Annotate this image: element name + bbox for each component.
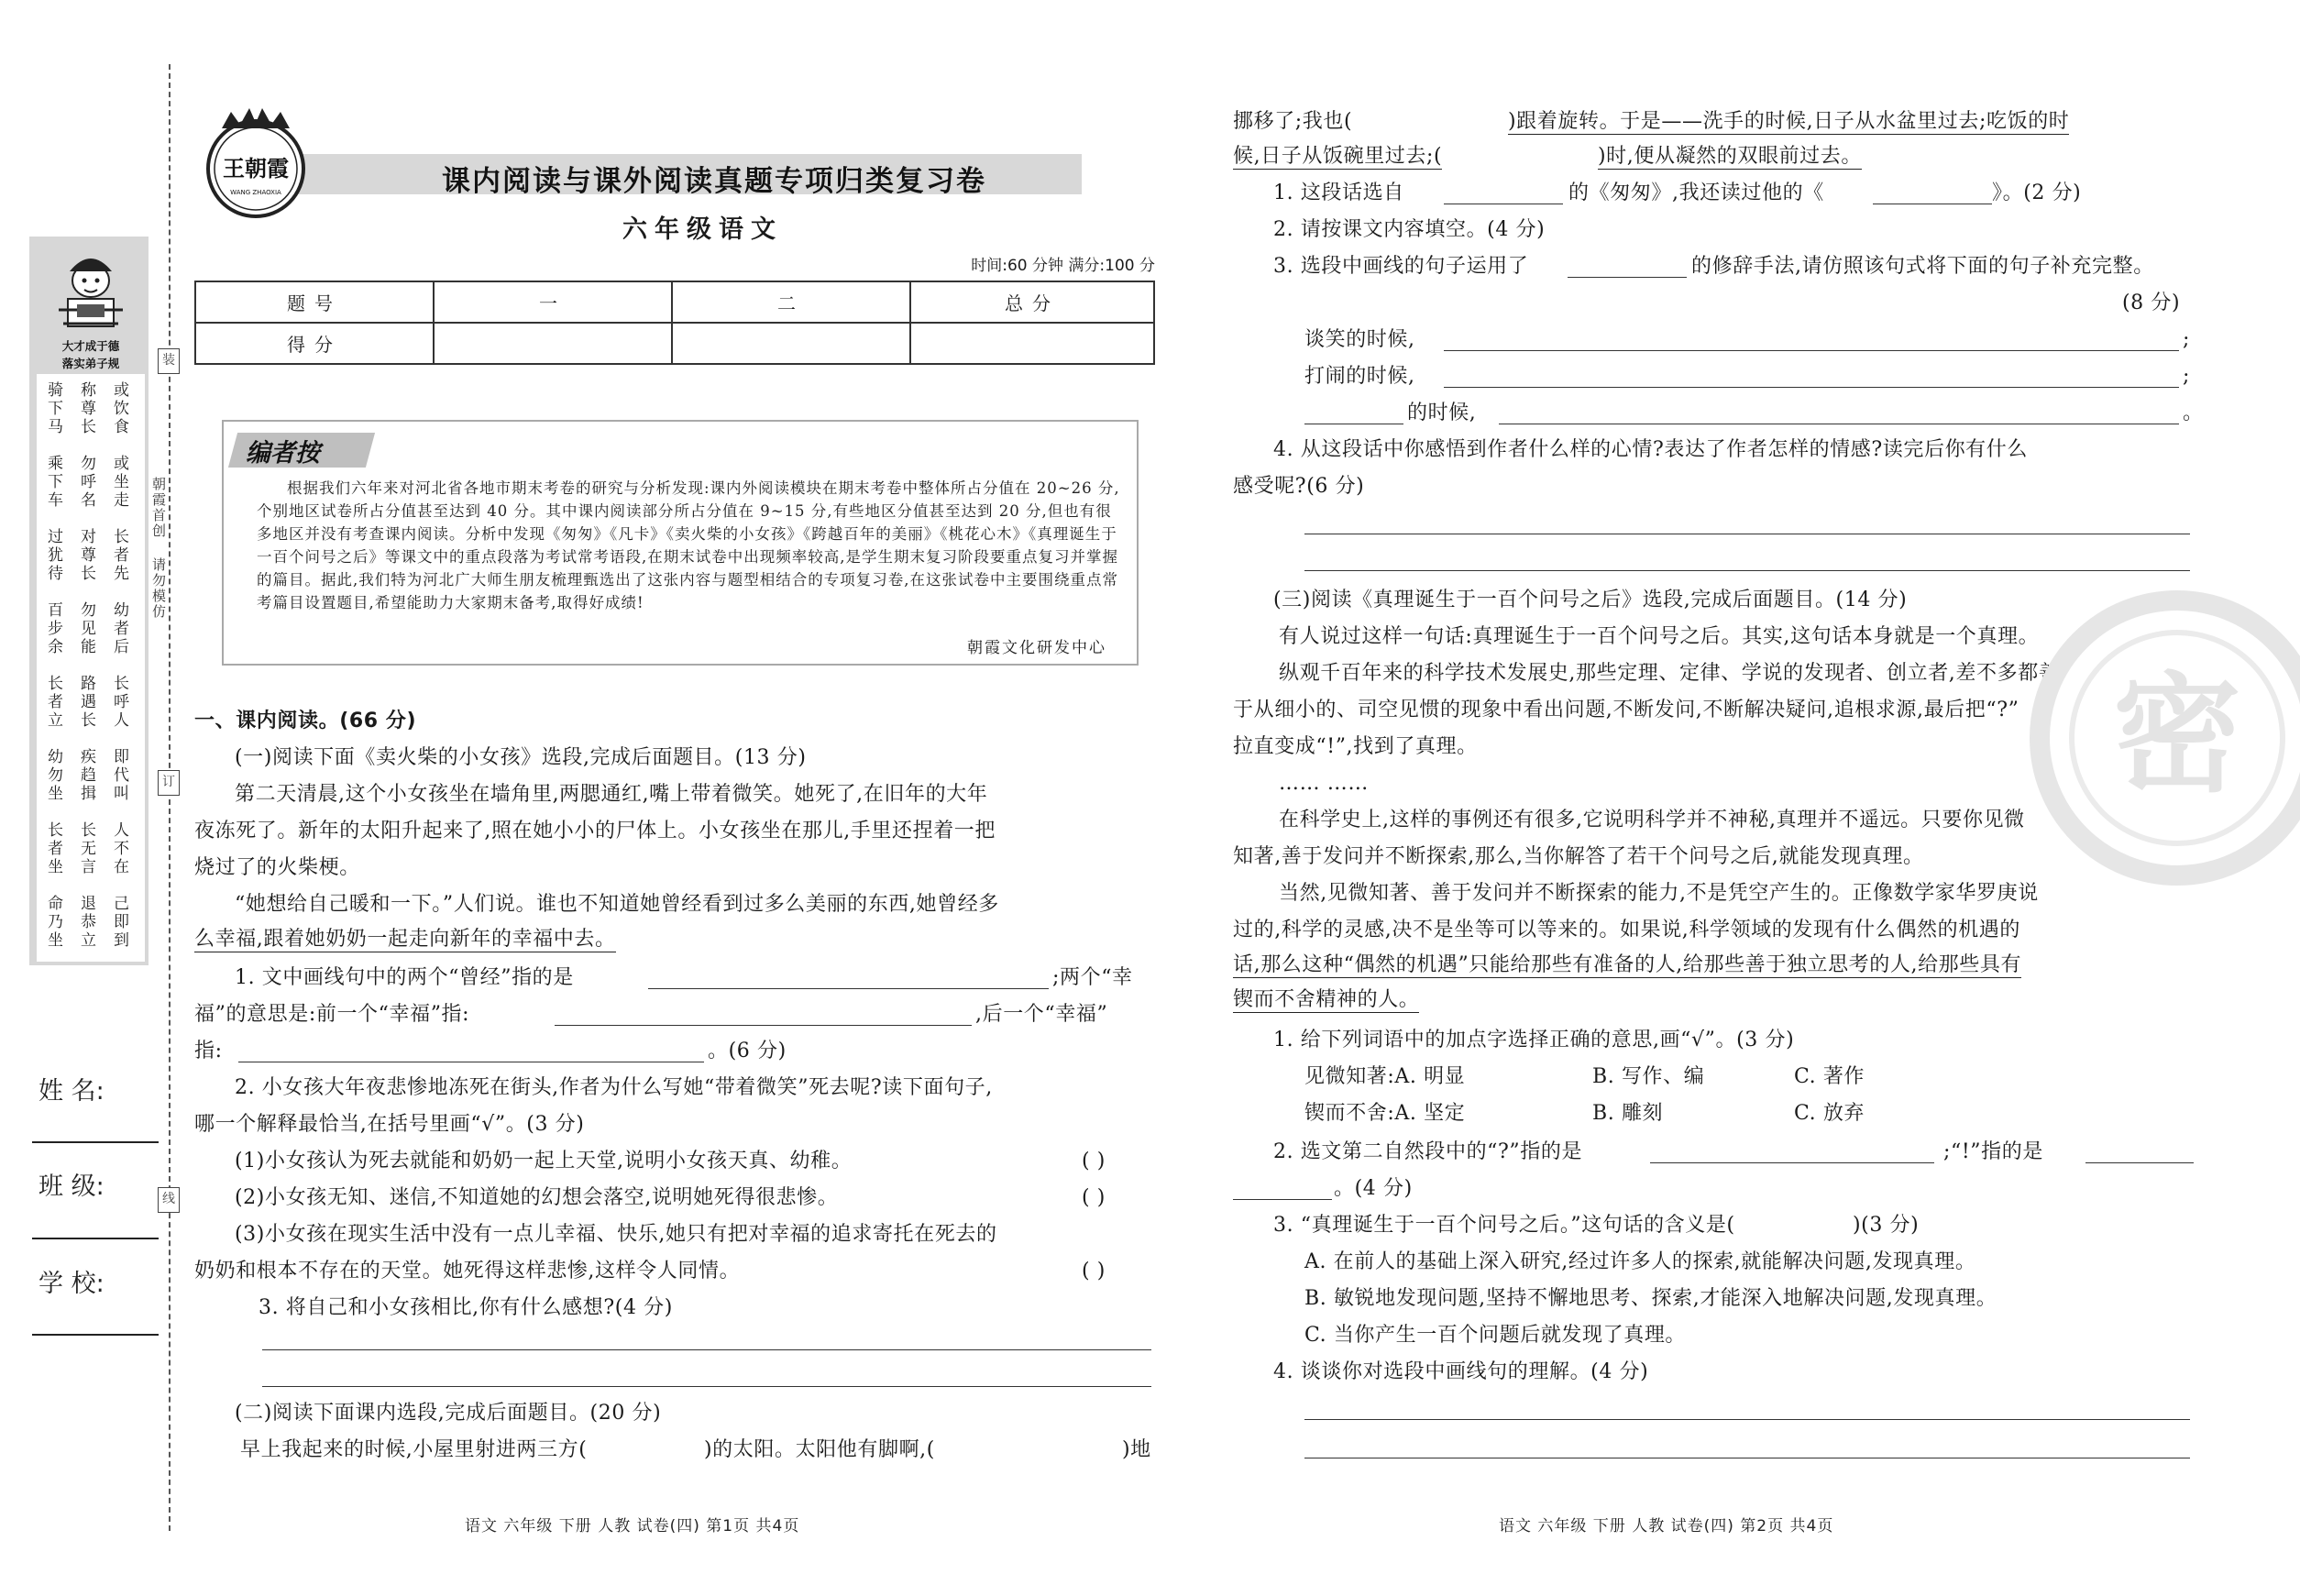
school-label: 学 校: bbox=[39, 1270, 105, 1298]
option-text: (2)小女孩无知、迷信,不知道她的幻想会落空,说明她死得很悲惨。 bbox=[235, 1186, 839, 1209]
answer-line[interactable] bbox=[1304, 1419, 2190, 1420]
passage-text: 烧过了的火柴梗。 bbox=[194, 856, 360, 879]
option-text[interactable]: A. 在前人的基础上深入研究,经过许多人的探索,就能解决问题,发现真理。 bbox=[1304, 1250, 1976, 1273]
question-text: 。(4 分) bbox=[1334, 1177, 1413, 1200]
question-score: (8 分) bbox=[2122, 292, 2181, 314]
question-text: 4. 谈谈你对选段中画线句的理解。(4 分) bbox=[1273, 1360, 1649, 1383]
motto-column: 骑下马 bbox=[48, 381, 63, 436]
binding-margin bbox=[0, 0, 174, 1596]
option-text: (3)小女孩在现实生活中没有一点儿幸福、快乐,她只有把对幸福的追求寄托在死去的 bbox=[235, 1223, 997, 1246]
question-text: 1. 这段话选自 bbox=[1273, 182, 1404, 204]
editor-note-text: 根据我们六年来对河北省各地市期末考卷的研究与分析发现:课内外阅读模块在期末考卷中整体所占分值在 20~26 分,个别地区试卷所占分值甚至达到 40 分。其中课内阅读部分所占分值在 9~15 分,有些地区分值甚至达到 20 分,但也有很多地区并没有考查课内阅读。分析中发现《匆匆》《凡卡》《卖火柴的小女孩》《跨越百年的美丽》《桃花心木》《真理诞生于一百个问号之后》等课文中的重点段落为考试常考语段,在期末试卷中出现频率较高,是学生期末复习阶段要重点复习并掌握的篇目。据此,我们特为河北广大师生朋友梳理甄选出了这张内容与题型相结合的专项复习卷,在这张试卷中主要围绕重点常考篇目设置题目,希望能助力大家期末备考,取得好成绩! bbox=[257, 479, 1120, 611]
cut-mark: 线 bbox=[158, 1187, 180, 1213]
motto-column: 即代叫 bbox=[114, 748, 129, 803]
motto-column: 对尊长 bbox=[81, 528, 96, 583]
page-subtitle: 六年级语文 bbox=[622, 215, 783, 244]
question-text: ;“!”指的是 bbox=[1943, 1140, 2043, 1163]
question-text: 。(6 分) bbox=[708, 1040, 787, 1062]
motto-column: 人不在 bbox=[114, 821, 129, 876]
question-text: 3. “真理诞生于一百个问号之后。”这句话的含义是( bbox=[1273, 1214, 1735, 1237]
score-cell[interactable] bbox=[434, 323, 672, 364]
section-heading: 一、课内阅读。(66 分) bbox=[194, 710, 417, 732]
motto-column: 长者先 bbox=[114, 528, 129, 583]
option-text[interactable]: C. 当你产生一百个问题后就发现了真理。 bbox=[1304, 1324, 1687, 1347]
question-text: 福”的意思是:前一个“幸福”指: bbox=[194, 1003, 470, 1026]
exam-time-score: 时间:60 分钟 满分:100 分 bbox=[971, 257, 1155, 275]
option-text[interactable]: 锲而不舍:A. 坚定 bbox=[1304, 1102, 1466, 1125]
question-text: 指: bbox=[194, 1040, 223, 1062]
svg-text:WANG ZHAOXIA: WANG ZHAOXIA bbox=[230, 189, 281, 196]
answer-blank[interactable] bbox=[1444, 387, 2179, 388]
score-table bbox=[194, 281, 1155, 365]
question-text: 》。(2 分) bbox=[1992, 182, 2082, 204]
option-text[interactable]: C. 放弃 bbox=[1794, 1102, 1865, 1125]
answer-blank[interactable] bbox=[1444, 350, 2179, 351]
answer-blank[interactable] bbox=[1568, 277, 1687, 278]
binding-cut-line bbox=[169, 64, 171, 1531]
motto-column: 己即到 bbox=[114, 895, 129, 950]
motto-column: 或坐走 bbox=[114, 455, 129, 510]
motto-column: 长无言 bbox=[81, 821, 96, 876]
question-text: )(3 分) bbox=[1853, 1214, 1920, 1237]
scholar-mascot-icon bbox=[50, 246, 132, 337]
motto-column: 长者坐 bbox=[48, 821, 63, 876]
cut-mark: 装 bbox=[158, 348, 180, 374]
answer-blank[interactable] bbox=[555, 1025, 972, 1026]
passage-heading: (一)阅读下面《卖火柴的小女孩》选段,完成后面题目。(13 分) bbox=[235, 746, 807, 769]
question-text: 2. 请按课文内容填空。(4 分) bbox=[1273, 218, 1546, 241]
copyright-vertical-text: 朝霞首创 请勿模仿 bbox=[150, 477, 167, 620]
passage-text: )地 bbox=[1122, 1438, 1151, 1461]
table-row-label: 得分 bbox=[195, 323, 434, 364]
punctuation: ; bbox=[2183, 365, 2191, 388]
passage-underlined-text: 锲而不舍精神的人。 bbox=[1233, 988, 1420, 1011]
option-text[interactable]: 见微知著:A. 明显 bbox=[1304, 1065, 1466, 1088]
question-text: 谈笑的时候, bbox=[1304, 328, 1415, 351]
answer-parenthesis[interactable]: ( ) bbox=[1082, 1260, 1106, 1282]
passage-text: 过的,科学的灵感,决不是坐等可以等来的。如果说,科学领域的发现有什么偶然的机遇的 bbox=[1233, 919, 2020, 941]
confidential-seal-icon bbox=[2026, 587, 2300, 889]
motto-column: 勿呼名 bbox=[81, 455, 96, 510]
table-header-cell: 二 bbox=[672, 281, 910, 323]
svg-text:密: 密 bbox=[2112, 661, 2242, 810]
motto-column: 或饮食 bbox=[114, 381, 129, 436]
answer-line[interactable] bbox=[262, 1386, 1151, 1387]
score-cell[interactable] bbox=[910, 323, 1154, 364]
question-text: 1. 文中画线句中的两个“曾经”指的是 bbox=[235, 966, 574, 989]
motto-column: 长呼人 bbox=[114, 675, 129, 730]
option-text[interactable]: B. 雕刻 bbox=[1592, 1102, 1664, 1125]
cut-mark: 订 bbox=[158, 770, 180, 796]
answer-line[interactable] bbox=[262, 1349, 1151, 1350]
passage-heading: (二)阅读下面课内选段,完成后面题目。(20 分) bbox=[235, 1402, 662, 1425]
school-field[interactable] bbox=[32, 1334, 159, 1336]
score-table-header-row bbox=[195, 281, 1154, 323]
motto-column: 乘下车 bbox=[48, 455, 63, 510]
passage-text: )的太阳。太阳他有脚啊,( bbox=[704, 1438, 935, 1461]
question-text: 2. 小女孩大年夜悲惨地冻死在街头,作者为什么写她“带着微笑”死去呢?读下面句子, bbox=[235, 1076, 993, 1099]
passage-text: 在科学史上,这样的事例还有很多,它说明科学并不神秘,真理并不遥远。只要你见微 bbox=[1279, 809, 2025, 831]
class-label: 班 级: bbox=[39, 1172, 105, 1201]
class-field[interactable] bbox=[32, 1238, 159, 1239]
answer-parenthesis[interactable]: ( ) bbox=[1082, 1150, 1106, 1172]
answer-parenthesis[interactable]: ( ) bbox=[1082, 1186, 1106, 1209]
question-text: 感受呢?(6 分) bbox=[1233, 475, 1365, 498]
passage-text: 夜冻死了。新年的太阳升起来了,照在她小小的尸体上。小女孩坐在那儿,手里还捏着一把 bbox=[194, 820, 996, 842]
answer-line[interactable] bbox=[1304, 570, 2190, 571]
passage-text: 早上我起来的时候,小屋里射进两三方( bbox=[240, 1438, 588, 1461]
name-field[interactable] bbox=[32, 1141, 159, 1143]
question-text: 的修辞手法,请仿照该句式将下面的句子补充完整。 bbox=[1691, 255, 2154, 278]
question-text: 的时候, bbox=[1407, 402, 1477, 424]
passage-text: 挪移了;我也( bbox=[1233, 110, 1353, 133]
question-text: 1. 给下列词语中的加点字选择正确的意思,画“√”。(3 分) bbox=[1273, 1029, 1795, 1051]
passage-heading: (三)阅读《真理诞生于一百个问号之后》选段,完成后面题目。(14 分) bbox=[1273, 589, 1908, 611]
motto-panel bbox=[29, 237, 149, 965]
page-footer: 语文 六年级 下册 人教 试卷(四) 第2页 共4页 bbox=[1499, 1517, 1834, 1535]
option-text: 奶奶和根本不存在的天堂。她死得这样悲惨,这样令人同情。 bbox=[194, 1260, 741, 1282]
passage-text: 拉直变成“!”,找到了真理。 bbox=[1233, 735, 1478, 758]
option-text[interactable]: B. 写作、编 bbox=[1592, 1065, 1705, 1088]
passage-text: …… …… bbox=[1279, 772, 1369, 795]
svg-text:王朝霞: 王朝霞 bbox=[223, 155, 289, 182]
question-text: 4. 从这段话中你感悟到作者什么样的心情?表达了作者怎样的情感?读完后你有什么 bbox=[1273, 438, 2028, 461]
motto-column: 称尊长 bbox=[81, 381, 96, 436]
question-text: 3. 将自己和小女孩相比,你有什么感想?(4 分) bbox=[259, 1296, 673, 1319]
brand-logo-icon bbox=[194, 103, 318, 226]
passage-underlined-text: 么幸福,跟着她奶奶一起走向新年的幸福中去。 bbox=[194, 928, 616, 951]
passage-text: 有人说过这样一句话:真理诞生于一百个问号之后。其实,这句话本身就是一个真理。 bbox=[1279, 625, 2040, 648]
passage-underlined-text: 话,那么这种“偶然的机遇”只能给那些有准备的人,给那些善于独立思考的人,给那些具有 bbox=[1233, 953, 2022, 976]
name-label: 姓 名: bbox=[39, 1077, 105, 1106]
question-text: ;两个“幸 bbox=[1052, 966, 1133, 989]
motto-column: 疾趋揖 bbox=[81, 748, 96, 803]
motto-column: 命乃坐 bbox=[48, 895, 63, 950]
motto-column: 过犹待 bbox=[48, 528, 63, 583]
page-title: 课内阅读与课外阅读真题专项归类复习卷 bbox=[442, 165, 986, 198]
table-header-cell: 一 bbox=[434, 281, 672, 323]
table-header-cell: 总分 bbox=[910, 281, 1154, 323]
page-footer: 语文 六年级 下册 人教 试卷(四) 第1页 共4页 bbox=[465, 1517, 800, 1535]
motto-column: 勿见能 bbox=[81, 601, 96, 656]
table-header-cell: 题号 bbox=[195, 281, 434, 323]
option-text[interactable]: C. 著作 bbox=[1794, 1065, 1865, 1088]
exam-page-1 bbox=[194, 0, 1157, 1596]
answer-blank[interactable] bbox=[1650, 1162, 1934, 1163]
editor-note-title: 编者按 bbox=[246, 439, 320, 468]
passage-text: 第二天清晨,这个小女孩坐在墙角里,两腮通红,嘴上带着微笑。她死了,在旧年的大年 bbox=[235, 783, 988, 806]
passage-text: 纵观千百年来的科学技术发展史,那些定理、定律、学说的发现者、创立者,差不多都善 bbox=[1279, 662, 2060, 685]
question-text: 哪一个解释最恰当,在括号里画“√”。(3 分) bbox=[194, 1113, 585, 1136]
motto-column: 退恭立 bbox=[81, 895, 96, 950]
option-text[interactable]: B. 敏锐地发现问题,坚持不懈地思考、探索,才能深入地解决问题,发现真理。 bbox=[1304, 1287, 1997, 1310]
question-text: 打闹的时候, bbox=[1304, 365, 1415, 388]
question-text: 3. 选段中画线的句子运用了 bbox=[1273, 255, 1529, 278]
motto-column: 长者立 bbox=[48, 675, 63, 730]
option-text: (1)小女孩认为死去就能和奶奶一起上天堂,说明小女孩天真、幼稚。 bbox=[235, 1150, 853, 1172]
motto-title: 大才成于德 落实弟子规 bbox=[61, 339, 120, 370]
question-text: ,后一个“幸福” bbox=[975, 1003, 1108, 1026]
passage-text: 知著,善于发问并不断探索,那么,当你解答了若干个问号之后,就能发现真理。 bbox=[1233, 845, 1924, 868]
motto-text-area bbox=[37, 374, 145, 962]
passage-underlined-text: )跟着旋转。于是——洗手的时候,日子从水盆里过去;吃饭的时 bbox=[1508, 110, 2070, 133]
motto-column: 百步余 bbox=[48, 601, 63, 656]
motto-column: 路遇长 bbox=[81, 675, 96, 730]
question-text: 2. 选文第二自然段中的“?”指的是 bbox=[1273, 1140, 1583, 1163]
answer-blank[interactable] bbox=[648, 988, 1049, 989]
answer-blank[interactable] bbox=[2085, 1162, 2194, 1163]
passage-text: “她想给自己暖和一下。”人们说。谁也不知道她曾经看到过多么美丽的东西,她曾经多 bbox=[235, 893, 999, 916]
passage-underlined-text: 候,日子从饭碗里过去;( bbox=[1233, 145, 1443, 168]
score-table-row bbox=[195, 323, 1154, 364]
motto-column: 幼勿坐 bbox=[48, 748, 63, 803]
editor-note-signature: 朝霞文化研发中心 bbox=[967, 639, 1106, 657]
passage-text: 于从细小的、司空见惯的现象中看出问题,不断发问,不断解决疑问,追根求源,最后把“?” bbox=[1233, 699, 2019, 721]
passage-text: 当然,见微知著、善于发问并不断探索的能力,不是凭空产生的。正像数学家华罗庚说 bbox=[1279, 882, 2039, 905]
punctuation: 。 bbox=[2183, 402, 2204, 424]
score-cell[interactable] bbox=[672, 323, 910, 364]
question-text: 的《匆匆》,我还读过他的《 bbox=[1568, 182, 1824, 204]
punctuation: ; bbox=[2183, 328, 2191, 351]
answer-blank[interactable] bbox=[1233, 1199, 1332, 1200]
passage-underlined-text: )时,便从凝然的双眼前过去。 bbox=[1598, 145, 1862, 168]
motto-column: 幼者后 bbox=[114, 601, 129, 656]
